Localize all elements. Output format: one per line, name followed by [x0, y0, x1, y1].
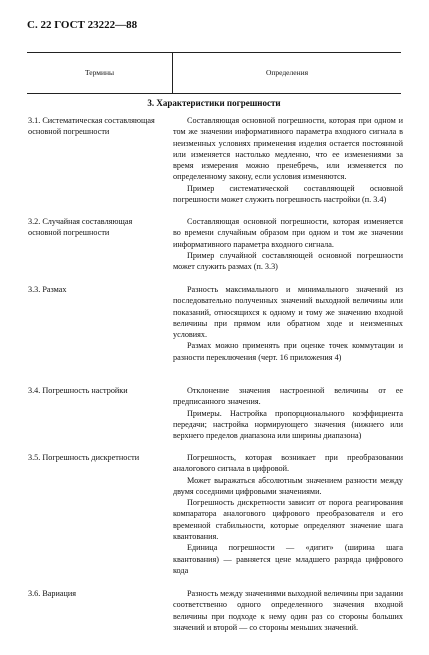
definition-3-1 [173, 115, 403, 205]
definition-3-3 [173, 284, 403, 363]
definition-paragraph: Составляющая основной погрешности, которая изменяется во времени случайным образом при одном и том же значении информативного параметра входного сигнала. [173, 217, 403, 249]
definition-paragraph: Примеры. Настройка пропорционального коэффициента передачи; настройка нормирующего значения (нижнего или верхнего пределов диапазона или ширины диапазона) [173, 408, 403, 441]
definition-paragraph: Составляющая основной погрешности, которая при одном и том же значении информативного параметра входного сигнала в неизменных условиях применения изделия остается постоянной или изменяется настолько медленно, что ее изменениями за время измерения можно пренебречь, или изменяется по определенному закону, если условия изменяются. [173, 116, 403, 182]
definition-paragraph: Погрешность, которая возникает при преобразовании аналогового сигнала в цифровой. [173, 453, 403, 474]
term-3-1: 3.1. Систематическая составляющая основной погрешности [28, 116, 155, 137]
definition-paragraph: Пример случайной составляющей основной погрешности может служить размах (п. 3.3) [173, 250, 403, 272]
term-3-4: 3.4. Погрешность настройки [28, 386, 128, 395]
section-title: 3. Характеристики погрешности [147, 98, 281, 108]
definition-3-5 [173, 452, 403, 576]
definition-paragraph: Отклонение значения настроенной величины от ее предписанного значения. [173, 386, 403, 407]
definition-3-6 [173, 588, 403, 633]
definition-3-4 [173, 385, 403, 441]
definition-paragraph: Погрешность дискретности зависит от порога реагирования компаратора аналогового цифрового преобразователя и его временной стабильности, которые определяют значение шага квантования. [173, 498, 403, 542]
column-header-definitions: Определения [265, 68, 309, 77]
definition-paragraph: Разность между значениями выходной величины при задании соответственно одного определенного значения входной величины при подходе к нему один раз со стороны больших значений и второй — со стороны меньших значений. [173, 589, 403, 632]
term-3-2: 3.2. Случайная составляющая основной погрешности [28, 217, 133, 238]
definition-paragraph: Пример систематической составляющей основной погрешности может служить погрешность настройки (п. 3.4) [173, 183, 403, 205]
definition-paragraph: Может выражаться абсолютным значением разности между двумя соседними цифровыми значениями. [173, 475, 403, 496]
definition-3-2 [173, 216, 403, 272]
term-3-6: 3.6. Вариация [28, 589, 77, 598]
term-3-5: 3.5. Погрешность дискретности [28, 453, 140, 462]
table-header [27, 52, 401, 94]
definition-paragraph: Единица погрешности — «дигит» (ширина шага квантования) — равняется цене младшего разряда цифрового кода [173, 543, 403, 575]
definition-paragraph: Разность максимального и минимального значений из последовательно полученных значений выходной величины или показаний, относящихся к одному и тому же значению входной величины при прямом или обратном ходе и неизменных условиях. [173, 285, 403, 340]
term-3-3: 3.3. Размах [28, 285, 67, 294]
column-header-terms: Термины [84, 68, 115, 77]
page-header: С. 22 ГОСТ 23222—88 [27, 19, 138, 31]
definition-paragraph: Размах можно применять при оценке точек коммутации и разности переключения (черт. 16 приложения 4) [173, 341, 403, 362]
